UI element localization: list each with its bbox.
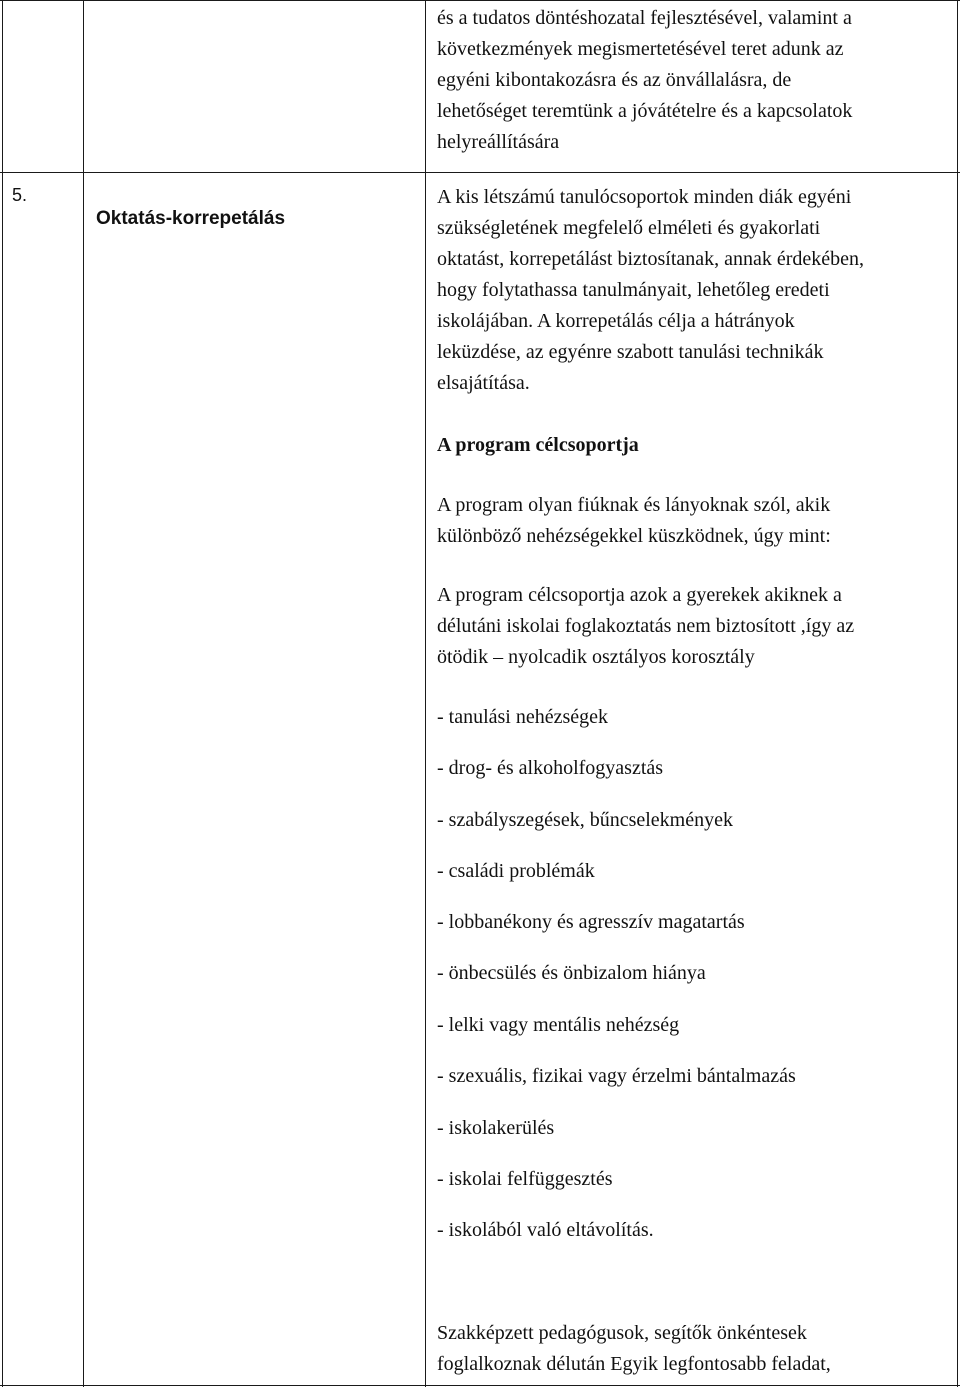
target-group-paragraph bbox=[437, 580, 854, 673]
row-divider bbox=[0, 172, 960, 173]
table-border-bottom bbox=[0, 1385, 960, 1386]
target-heading: A program célcsoportja bbox=[437, 434, 639, 456]
difficulties-item: - tanulási nehézségek bbox=[437, 706, 609, 728]
difficulties-item: - lobbanékony és agresszív magatartás bbox=[437, 911, 745, 933]
column-divider-1 bbox=[83, 0, 84, 1387]
difficulties-item: - önbecsülés és önbizalom hiánya bbox=[437, 962, 706, 984]
target-description bbox=[437, 490, 831, 552]
text-line: hogy folytathassa tanulmányait, lehetőleg eredeti bbox=[437, 279, 830, 301]
table-border-right bbox=[957, 0, 958, 1387]
text-line: egyéni kibontakozásra és az önvállalásra, de bbox=[437, 69, 792, 91]
difficulties-item: - iskolai felfüggesztés bbox=[437, 1168, 613, 1190]
intro-paragraph bbox=[437, 182, 864, 399]
difficulties-item: - családi problémák bbox=[437, 860, 595, 882]
table-border-top bbox=[0, 0, 960, 1]
text-line: és a tudatos döntéshozatal fejlesztésével, valamint a bbox=[437, 7, 852, 29]
text-line: szükségletének megfelelő elméleti és gyakorlati bbox=[437, 217, 821, 239]
text-line: lehetőséget teremtünk a jóvátételre és a kapcsolatok bbox=[437, 100, 853, 122]
column-divider-2 bbox=[425, 0, 426, 1387]
table-border-left bbox=[2, 0, 3, 1387]
text-line: foglalkoznak délután Egyik legfontosabb feladat, bbox=[437, 1353, 831, 1375]
text-line: helyreállítására bbox=[437, 131, 560, 153]
top-row-text bbox=[437, 3, 852, 158]
text-line: délutáni iskolai foglakoztatás nem biztosított ,így az bbox=[437, 615, 855, 637]
difficulties-item: - iskolából való eltávolítás. bbox=[437, 1219, 654, 1241]
row-number: 5. bbox=[12, 185, 28, 205]
text-line: oktatást, korrepetálást biztosítanak, annak érdekében, bbox=[437, 248, 865, 270]
difficulties-item: - szabályszegések, bűncselekmények bbox=[437, 809, 733, 831]
text-line: iskolájában. A korrepetálás célja a hátrányok bbox=[437, 310, 795, 332]
text-line: A kis létszámú tanulócsoportok minden diák egyéni bbox=[437, 186, 852, 208]
text-line: Szakképzett pedagógusok, segítők önkéntesek bbox=[437, 1322, 807, 1344]
difficulties-item: - drog- és alkoholfogyasztás bbox=[437, 757, 664, 779]
text-line: leküzdése, az egyénre szabott tanulási technikák bbox=[437, 341, 824, 363]
closing-paragraph bbox=[437, 1318, 831, 1380]
difficulties-item: - lelki vagy mentális nehézség bbox=[437, 1014, 680, 1036]
text-line: A program olyan fiúknak és lányoknak szól, akik bbox=[437, 494, 831, 516]
text-line: következmények megismertetésével teret adunk az bbox=[437, 38, 844, 60]
difficulties-item: - iskolakerülés bbox=[437, 1117, 555, 1139]
text-line: különböző nehézségekkel küszködnek, úgy mint: bbox=[437, 525, 831, 547]
text-line: ötödik – nyolcadik osztályos korosztály bbox=[437, 646, 755, 668]
text-line: A program célcsoportja azok a gyerekek akiknek a bbox=[437, 584, 842, 606]
text-line: elsajátítása. bbox=[437, 372, 530, 394]
row-title: Oktatás-korrepetálás bbox=[96, 208, 286, 229]
difficulties-item: - szexuális, fizikai vagy érzelmi bántalmazás bbox=[437, 1065, 796, 1087]
